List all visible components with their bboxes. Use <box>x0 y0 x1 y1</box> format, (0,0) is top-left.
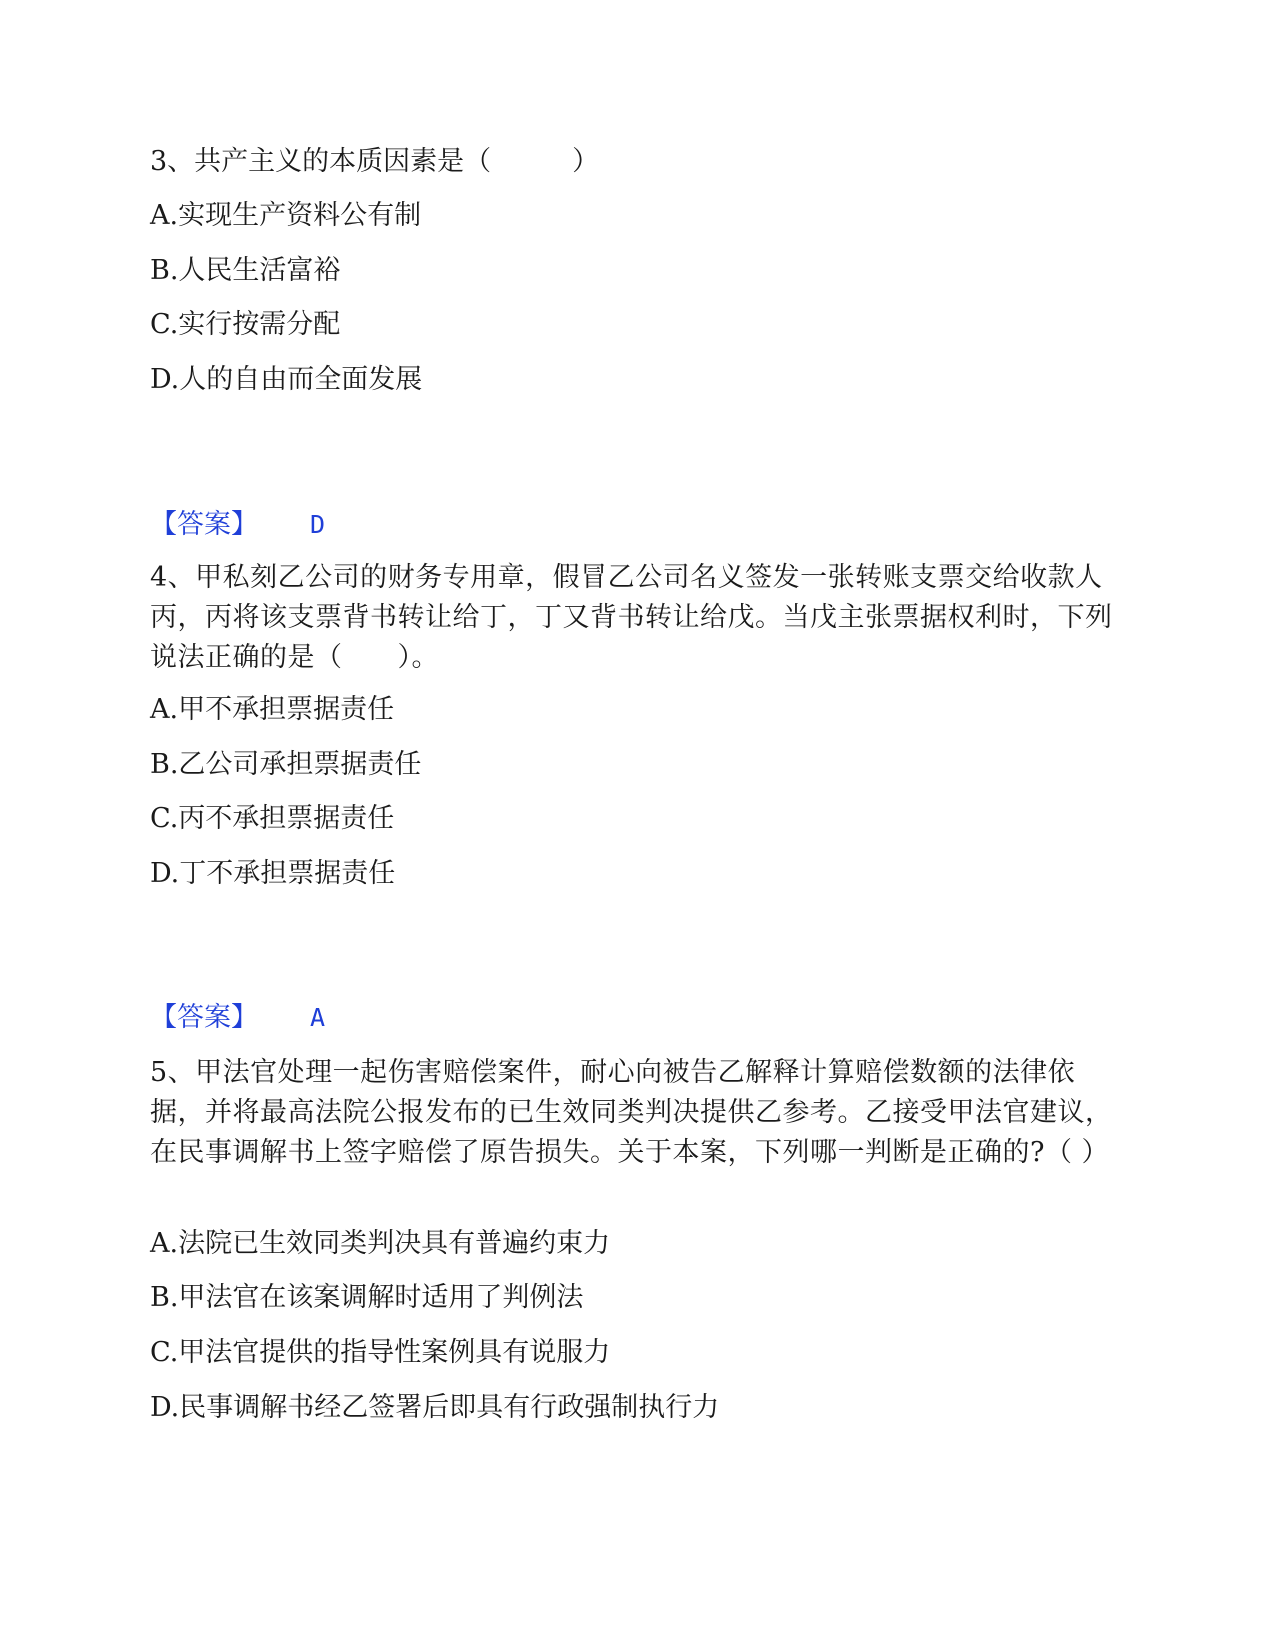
question-3-option-b: B.人民生活富裕 <box>150 255 341 286</box>
answer-4 <box>150 998 325 1038</box>
question-4-option-b: B.乙公司承担票据责任 <box>150 749 422 780</box>
answer-value: A <box>310 1003 326 1032</box>
question-5-option-c: C.甲法官提供的指导性案例具有说服力 <box>150 1337 611 1368</box>
question-4-option-a: A.甲不承担票据责任 <box>150 694 395 725</box>
answer-label: 【答案】 <box>150 509 258 540</box>
question-4-stem: 4、甲私刻乙公司的财务专用章，假冒乙公司名义签发一张转账支票交给收款人丙，丙将该支票背书转让给丁，丁又背书转让给戊。当戊主张票据权利时，下列说法正确的是（ ）。 <box>150 562 1113 673</box>
question-3-option-d: D.人的自由而全面发展 <box>150 364 423 395</box>
question-4-option-c: C.丙不承担票据责任 <box>150 803 395 834</box>
answer-label: 【答案】 <box>150 1002 258 1033</box>
question-5-stem: 5、甲法官处理一起伤害赔偿案件，耐心向被告乙解释计算赔偿数额的法律依据，并将最高法院公报发布的已生效同类判决提供乙参考。乙接受甲法官建议，在民事调解书上签字赔偿了原告损失。关于本案，下列哪一判断是正确的?（ ） <box>150 1057 1113 1168</box>
question-5-option-d: D.民事调解书经乙签署后即具有行政强制执行力 <box>150 1392 720 1423</box>
question-5-option-a: A.法院已生效同类判决具有普遍约束力 <box>150 1228 611 1259</box>
question-3-stem: 3、共产主义的本质因素是（ ） <box>150 146 600 177</box>
question-3-option-a: A.实现生产资料公有制 <box>150 200 422 231</box>
answer-value: D <box>310 510 326 539</box>
question-3-option-c: C.实行按需分配 <box>150 309 341 340</box>
question-5-option-b: B.甲法官在该案调解时适用了判例法 <box>150 1282 584 1313</box>
question-4-option-d: D.丁不承担票据责任 <box>150 858 396 889</box>
answer-3 <box>150 505 325 545</box>
